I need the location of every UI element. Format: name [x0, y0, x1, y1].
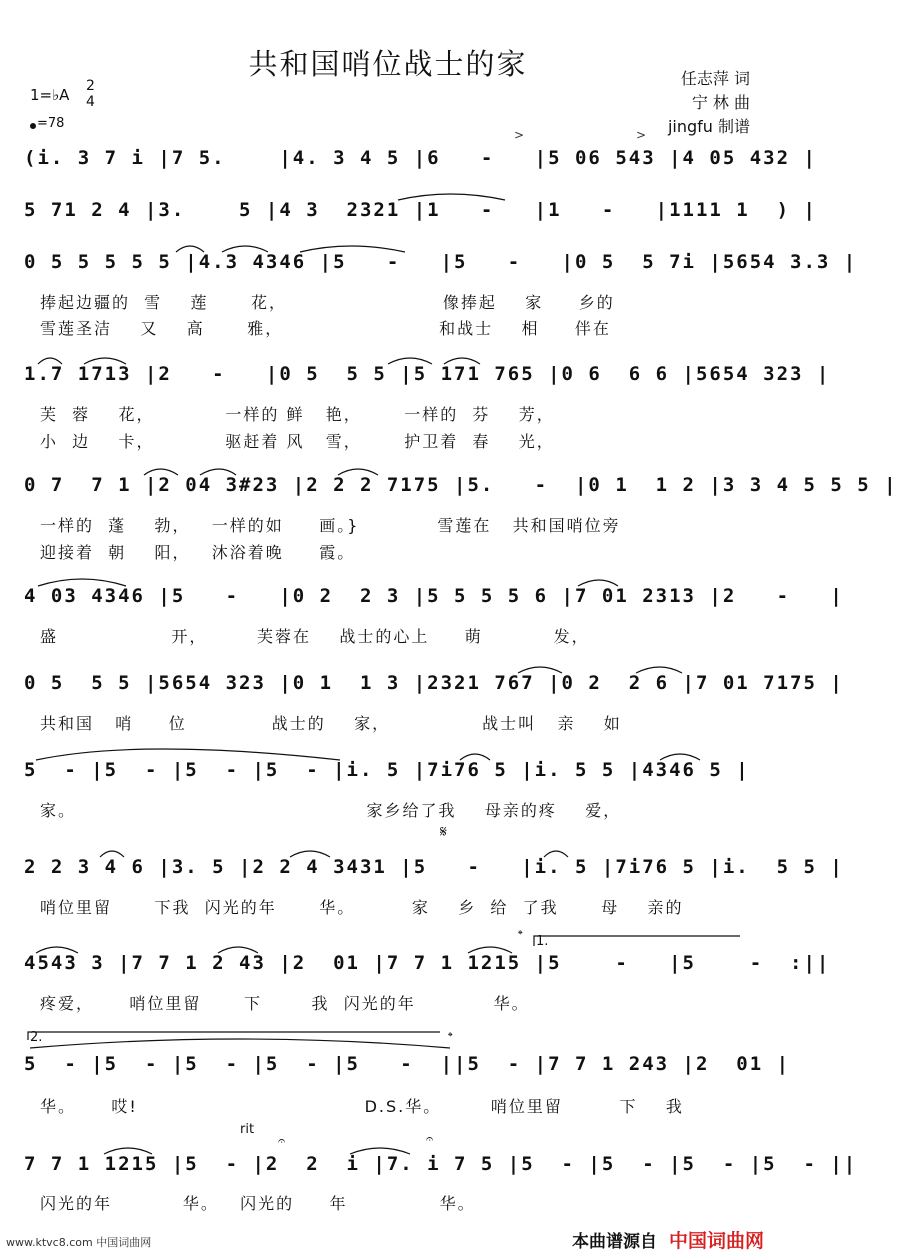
meter-bottom: 4 [86, 94, 95, 110]
lyric-row: 共和国 哨 位 战士的 家， 战士叫 亲 如 [40, 714, 622, 733]
fermata-icon: 𝄐 [278, 1134, 286, 1149]
slur [84, 358, 126, 364]
lyric-row: 小 边 卡， 驱赶着 风 雪， 护卫着 春 光， [40, 432, 555, 451]
lyric-row: 家。 家乡给了我 母亲的疼 爱， [40, 801, 622, 820]
arranger-credit: jingfu 制谱 [667, 117, 750, 136]
lyric-row: 雪莲圣洁 又 高 雅， 和战士 相 伴在 [40, 319, 611, 338]
volta-2: 2. [30, 1030, 43, 1045]
slur [444, 358, 480, 364]
slur [38, 579, 126, 586]
slur [104, 1148, 152, 1154]
slur [36, 947, 78, 953]
slur [30, 1039, 450, 1048]
slur [460, 754, 490, 760]
slur [636, 667, 682, 673]
notation-line: 4 03 4346 |5 - |0 2 2 3 |5 5 5 5 6 |7 01 2313 |2 - | [24, 585, 844, 607]
slur [578, 580, 618, 586]
notation-line: 1.7 1713 |2 - |0 5 5 5 |5 171 765 |0 6 6 6 |5654 323 | [24, 363, 831, 385]
accent-mark: > [636, 128, 647, 142]
lyric-row: 芙 蓉 花， 一样的 鲜 艳， 一样的 芬 芳， [40, 405, 555, 424]
slur [38, 358, 62, 364]
accent-mark: > [514, 128, 525, 142]
slur [100, 851, 124, 857]
slur [398, 194, 505, 200]
segno-sign: 𝄋 [440, 822, 447, 841]
lyric-row: 疼爱， 哨位里留 下 我 闪光的年 华。 [40, 994, 530, 1013]
slur [222, 246, 268, 252]
key-signature: 1=♭A [30, 86, 70, 104]
lyric-row: 一样的 蓬 勃， 一样的如 画。} 雪莲在 共和国哨位旁 [40, 516, 621, 535]
slur [544, 851, 568, 857]
notation-line: 0 5 5 5 5 5 |4.3 4346 |5 - |5 - |0 5 5 7i |5654 3.3 | [24, 251, 858, 273]
slur [218, 947, 258, 953]
site-logo[interactable]: 中国词曲网 [668, 1230, 764, 1252]
slur [36, 749, 340, 760]
notation-line: 5 - |5 - |5 - |5 - |i. 5 |7i76 5 |i. 5 5 |4346 5 | [24, 759, 750, 781]
volta-1: 1. [536, 934, 549, 949]
notation-line: 0 5 5 5 |5654 323 |0 1 1 3 |2321 767 |0 2 2 6 |7 01 7175 | [24, 672, 844, 694]
notation-line: 5 - |5 - |5 - |5 - |5 - ||5 - |7 7 1 243 |2 01 | [24, 1053, 791, 1075]
notation-line: (i. 3 7 i |7 5. |4. 3 4 5 |6 - |5 06 543 |4 05 432 | [24, 147, 817, 169]
volta-bracket [534, 936, 740, 946]
notation-line: 7 7 1 1215 |5 - |2 2 i |7. i 7 5 |5 - |5 - |5 - |5 - || [24, 1153, 858, 1175]
slur [660, 754, 700, 760]
tempo-value: =78 [37, 116, 65, 131]
page-title: 共和国哨位战士的家 [248, 47, 528, 81]
lyric-row: 迎接着 朝 阳， 沐浴着晚 霞。 [40, 543, 356, 562]
fermata-icon: 𝄐 [426, 1132, 434, 1147]
coda-sign: 𝄌 [448, 1030, 453, 1045]
notation-line: 5 71 2 4 |3. 5 |4 3 2321 |1 - |1 - |1111 1 ) | [24, 199, 817, 221]
slur [350, 1148, 410, 1154]
slur [468, 947, 512, 953]
lyric-row: 华。 哎! D.S.华。 哨位里留 下 我 [40, 1097, 684, 1116]
notation-line: 0 7 7 1 |2 04 3#23 |2 2 2 7175 |5. - |0 1 1 2 |3 3 4 5 5 5 | [24, 474, 898, 496]
lyric-row: 捧起边疆的 雪 莲 花， 像捧起 家 乡的 [40, 293, 615, 312]
slur [144, 469, 178, 475]
footer-source [572, 1226, 764, 1253]
lyric-row: 闪光的年 华。 闪光的 年 华。 [40, 1194, 476, 1213]
slur [200, 469, 236, 475]
meter-top: 2 [86, 78, 95, 94]
slur [338, 469, 378, 475]
slur [518, 667, 562, 673]
slur [300, 246, 405, 252]
footer-url[interactable]: www.ktvc8.com 中国词曲网 [6, 1236, 152, 1249]
notation-line: 4543 3 |7 7 1 2 43 |2 01 |7 7 1 1215 |5 - |5 - :|| [24, 952, 831, 974]
source-label: 本曲谱源自 [571, 1232, 657, 1252]
slur [176, 246, 204, 252]
composer-credit: 宁 林 曲 [691, 93, 750, 112]
lyric-row: 盛 开， 芙蓉在 战士的心上 萌 发， [40, 627, 590, 646]
slur [290, 851, 330, 857]
ritardando-mark: rit [240, 1122, 255, 1137]
coda-sign: 𝄌 [518, 928, 523, 943]
lyricist-credit: 任志萍 词 [680, 69, 750, 88]
slur [388, 358, 432, 364]
lyric-row: 哨位里留 下我 闪光的年 华。 家 乡 给 了我 母 亲的 [40, 898, 684, 917]
notation-line: 2 2 3 4 6 |3. 5 |2 2 4 3431 |5 - |i. 5 |7i76 5 |i. 5 5 | [24, 856, 844, 878]
